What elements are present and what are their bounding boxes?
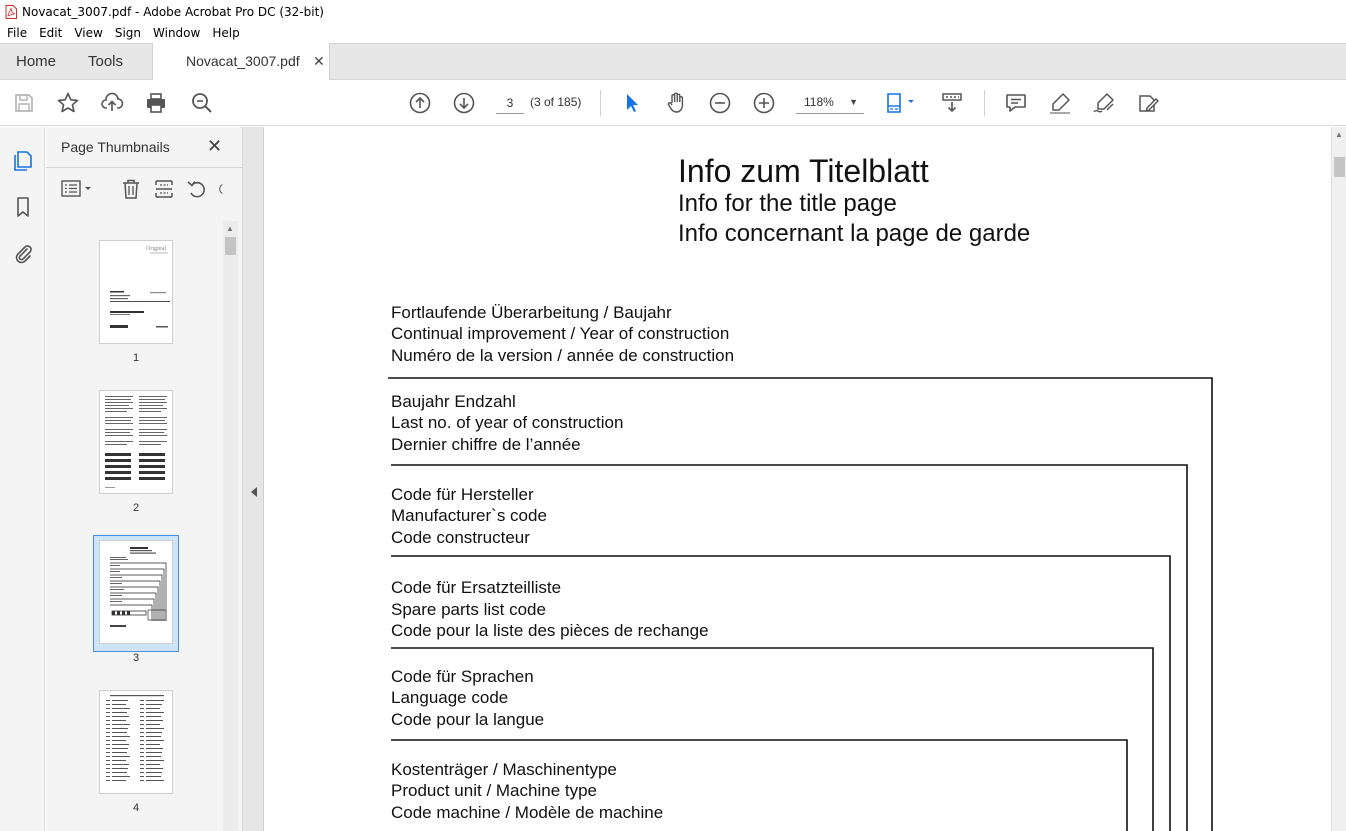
menu-window[interactable]: Window: [153, 26, 201, 40]
scroll-up-icon[interactable]: ▲: [1335, 130, 1343, 139]
thumbnail-scrollbar[interactable]: [223, 221, 238, 831]
fill-sign-icon[interactable]: [1136, 91, 1160, 115]
thumbnail-page-4[interactable]: [99, 690, 173, 794]
window-title: Novacat_3007.pdf - Adobe Acrobat Pro DC (32-bit): [22, 4, 324, 19]
highlight-icon[interactable]: [1048, 91, 1072, 115]
section-line: Code für Sprachen: [391, 667, 534, 686]
scrollbar-thumb[interactable]: [1334, 157, 1345, 177]
page-title-fr: Info concernant la page de garde: [678, 220, 1031, 247]
zoom-dropdown[interactable]: [796, 92, 864, 114]
page-down-icon[interactable]: [452, 91, 476, 115]
zoom-out-icon[interactable]: [708, 91, 732, 115]
rotate-right-icon[interactable]: [216, 178, 230, 200]
section-line: Code machine / Modèle de machine: [391, 803, 664, 822]
zoom-value: 118%: [804, 95, 834, 109]
tab-document-label: Novacat_3007.pdf: [186, 53, 300, 69]
section-line: Kostenträger / Maschinentype: [391, 760, 617, 779]
page-title-en: Info for the title page: [678, 190, 897, 217]
thumbnail-page-3[interactable]: [99, 540, 173, 644]
zoom-in-icon[interactable]: [752, 91, 776, 115]
section-line: Language code: [391, 688, 509, 707]
section-line: Manufacturer`s code: [391, 506, 547, 525]
thumbnail-options-icon[interactable]: [60, 178, 94, 200]
section-line: Code constructeur: [391, 528, 530, 547]
tab-document[interactable]: [152, 43, 330, 81]
section-line: Code pour la liste des pièces de rechange: [391, 621, 709, 640]
panel-title: Page Thumbnails: [61, 139, 170, 155]
page-thumbnails-panel: [46, 127, 242, 831]
close-tab-icon[interactable]: ✕: [313, 53, 325, 69]
thumbnail-page-2[interactable]: [99, 390, 173, 494]
hand-icon[interactable]: [664, 91, 688, 115]
menu-sign[interactable]: Sign: [114, 26, 142, 40]
section-line: Product unit / Machine type: [391, 781, 598, 800]
extract-page-icon[interactable]: [153, 178, 175, 200]
page-thumbnails-icon[interactable]: [10, 147, 36, 173]
thumbnail-toolbar: [46, 167, 242, 209]
scroll-up-icon[interactable]: ▲: [226, 224, 234, 233]
menu-help[interactable]: Help: [212, 26, 240, 40]
acrobat-pdf-icon: [5, 5, 17, 19]
section-line: Code für Ersatzteilliste: [391, 578, 562, 597]
close-panel-icon[interactable]: ✕: [207, 136, 223, 156]
comment-icon[interactable]: [1004, 91, 1028, 115]
menu-edit[interactable]: Edit: [39, 26, 63, 40]
section-line: Spare parts list code: [391, 600, 546, 619]
section-line: Numéro de la version / année de construction: [391, 346, 735, 365]
document-scrollbar[interactable]: [1331, 127, 1346, 831]
save-icon[interactable]: [12, 91, 36, 115]
delete-page-icon[interactable]: [120, 178, 142, 200]
thumbnail-label: 3: [132, 652, 140, 664]
title-bar: [0, 0, 1346, 23]
section-line: Last no. of year of construction: [391, 413, 624, 432]
collapse-panel-icon[interactable]: [251, 487, 257, 497]
tab-tools[interactable]: Tools: [88, 53, 124, 70]
toolbar-divider: [984, 90, 985, 116]
document-view[interactable]: [265, 127, 1331, 831]
chevron-down-icon: ▼: [849, 97, 858, 107]
scroll-mode-icon[interactable]: [940, 91, 964, 115]
page-up-icon[interactable]: [408, 91, 432, 115]
select-arrow-icon[interactable]: [620, 91, 644, 115]
menu-bar: [0, 23, 1346, 43]
toolbar-divider: [600, 90, 601, 116]
tab-home[interactable]: Home: [16, 53, 57, 70]
search-zoom-icon[interactable]: [190, 91, 214, 115]
panel-splitter[interactable]: [242, 127, 264, 831]
svg-text:Original: Original: [146, 246, 166, 252]
upload-icon[interactable]: [100, 91, 124, 115]
section-line: Fortlaufende Überarbeitung / Baujahr: [391, 303, 672, 322]
menu-file[interactable]: File: [7, 26, 28, 40]
bookmark-icon[interactable]: [10, 194, 36, 220]
scrollbar-thumb[interactable]: [225, 237, 236, 255]
section-line: Dernier chiffre de l’année: [391, 435, 581, 454]
section-line: Baujahr Endzahl: [391, 392, 516, 411]
attachment-icon[interactable]: [10, 240, 36, 266]
left-rail: [0, 127, 45, 831]
sign-icon[interactable]: [1092, 91, 1116, 115]
print-icon[interactable]: [144, 91, 168, 115]
section-line: Code für Hersteller: [391, 485, 534, 504]
rotate-left-icon[interactable]: [186, 178, 208, 200]
star-icon[interactable]: [56, 91, 80, 115]
thumbnail-label: 1: [132, 352, 140, 364]
thumbnail-label: 4: [132, 802, 140, 814]
section-line: Continual improvement / Year of construction: [391, 324, 730, 343]
thumbnail-label: 2: [132, 502, 140, 514]
tab-bar: [0, 43, 1346, 80]
page-count: (3 of 185): [530, 95, 582, 109]
section-line: Code pour la langue: [391, 710, 545, 729]
menu-view[interactable]: View: [74, 26, 103, 40]
thumbnail-page-1[interactable]: [99, 240, 173, 344]
page-title-de: Info zum Titelblatt: [678, 153, 929, 189]
toolbar: [0, 80, 1346, 126]
page-number-input[interactable]: [496, 92, 524, 114]
fit-page-icon[interactable]: [884, 91, 920, 115]
